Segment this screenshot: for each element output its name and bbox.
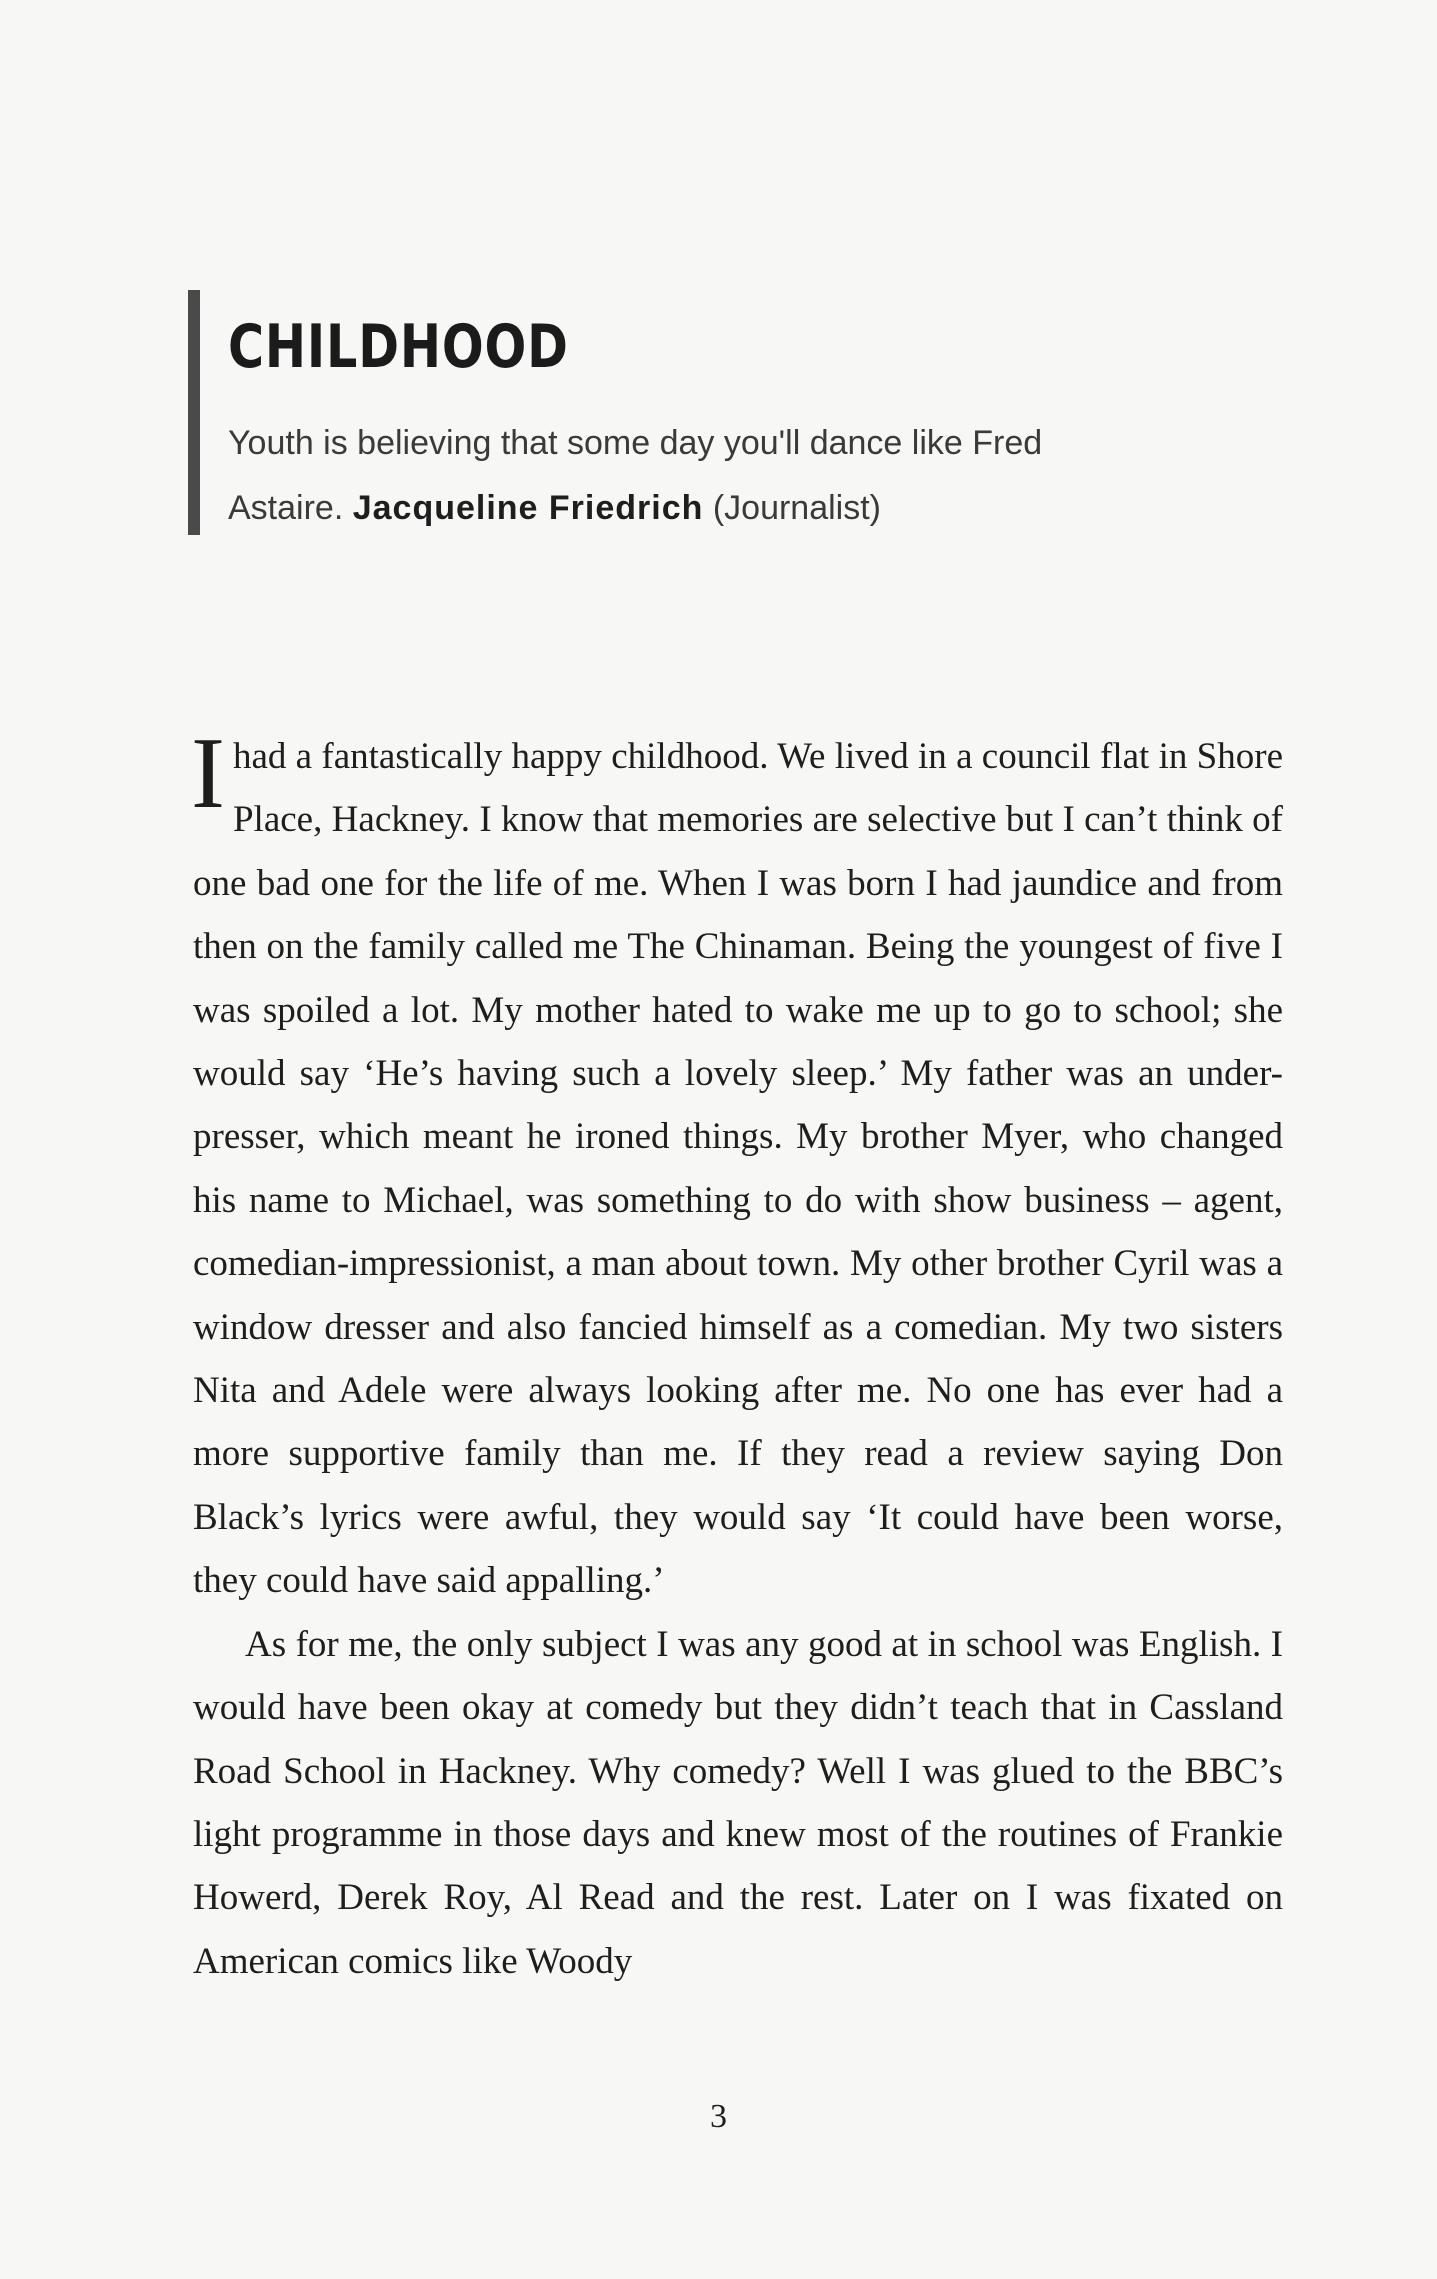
- paragraph-1-text: had a fantastically happy childhood. We lived in a council flat in Shore Place, Hackney. I know that memories are selective but I can’t think of one bad one for the life of me. When I was born I had jaundice and from then on the family called me The Chinaman. Being the youngest of five I was spoiled a lot. My mother hated to wake me up to go to school; she would say ‘He’s having such a lovely sleep.’ My father was an under-presser, which meant he ironed things. My brother Myer, who changed his name to Michael, was something to do with show business – agent, comedian-impressionist, a man about town. My other brother Cyril was a window dresser and also fancied himself as a comedian. My two sisters Nita and Adele were always looking after me. No one has ever had a more supportive family than me. If they read a review saying Don Black’s lyrics were awful, they would say ‘It could have been worse, they could have said appalling.’: [193, 736, 1283, 1602]
- chapter-body: [191, 717, 1283, 1993]
- epigraph-role: (Journalist): [712, 489, 882, 527]
- epigraph-author: Jacqueline Friedrich: [352, 489, 704, 527]
- paragraph-2: As for me, the only subject I was any good at in school was English. I would have been okay at comedy but they didn’t teach that in Cassland Road School in Hackney. Why comedy? Well I was glued to the BBC’s light programme in those days and knew most of the routines of Frankie Howerd, Derek Roy, Al Read and the rest. Later on I was fixated on American comics like Woody: [193, 1623, 1283, 1982]
- epigraph-text: Youth is believing that some day you'll dance like Fred Astaire.: [228, 424, 1043, 527]
- epigraph-quote: [228, 411, 1128, 541]
- paragraph-1: [191, 717, 1283, 1613]
- chapter-header: [188, 312, 1228, 541]
- drop-cap: I: [191, 717, 225, 830]
- page-number: 3: [710, 2098, 727, 2135]
- chapter-title: CHILDHOOD: [228, 312, 569, 382]
